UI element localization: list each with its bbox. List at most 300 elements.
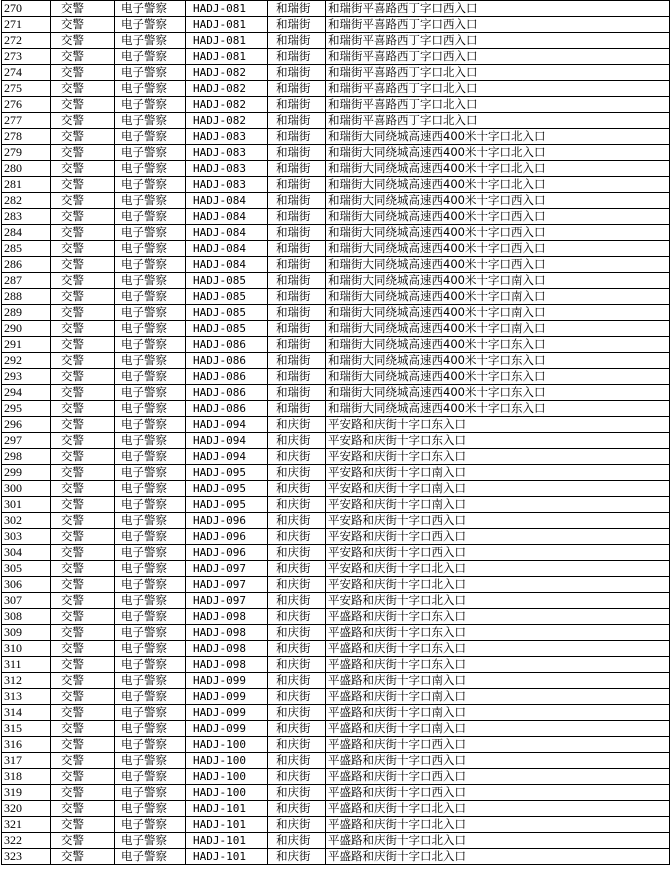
- cell-number: 305: [2, 561, 51, 577]
- cell-device-code: HADJ-096: [186, 529, 268, 545]
- cell-device-type: 电子警察: [115, 801, 186, 817]
- cell-number: 301: [2, 497, 51, 513]
- cell-location: 和瑞街大同绕城高速西400米十字口南入口: [326, 289, 670, 305]
- cell-device-code: HADJ-082: [186, 113, 268, 129]
- cell-road: 和庆街: [268, 801, 326, 817]
- cell-department: 交警: [51, 65, 115, 81]
- cell-device-type: 电子警察: [115, 465, 186, 481]
- cell-road: 和瑞街: [268, 385, 326, 401]
- table-row: [2, 97, 670, 113]
- cell-road: 和庆街: [268, 481, 326, 497]
- cell-department: 交警: [51, 737, 115, 753]
- cell-department: 交警: [51, 481, 115, 497]
- cell-number: 271: [2, 17, 51, 33]
- cell-device-code: HADJ-095: [186, 481, 268, 497]
- cell-device-type: 电子警察: [115, 113, 186, 129]
- cell-number: 314: [2, 705, 51, 721]
- cell-location: 平盛路和庆街十字口北入口: [326, 801, 670, 817]
- cell-department: 交警: [51, 529, 115, 545]
- cell-device-type: 电子警察: [115, 209, 186, 225]
- table-row: [2, 417, 670, 433]
- cell-device-type: 电子警察: [115, 289, 186, 305]
- cell-road: 和庆街: [268, 545, 326, 561]
- cell-location: 和瑞街平喜路西丁字口西入口: [326, 17, 670, 33]
- cell-department: 交警: [51, 641, 115, 657]
- table-row: [2, 209, 670, 225]
- cell-department: 交警: [51, 81, 115, 97]
- cell-device-code: HADJ-094: [186, 417, 268, 433]
- table-row: [2, 737, 670, 753]
- cell-device-type: 电子警察: [115, 321, 186, 337]
- cell-number: 272: [2, 33, 51, 49]
- table-row: [2, 193, 670, 209]
- cell-device-type: 电子警察: [115, 401, 186, 417]
- cell-device-type: 电子警察: [115, 81, 186, 97]
- table-row: [2, 129, 670, 145]
- cell-location: 和瑞街平喜路西丁字口西入口: [326, 49, 670, 65]
- cell-location: 平盛路和庆街十字口南入口: [326, 689, 670, 705]
- cell-location: 平安路和庆街十字口南入口: [326, 481, 670, 497]
- cell-department: 交警: [51, 609, 115, 625]
- cell-device-type: 电子警察: [115, 689, 186, 705]
- cell-device-code: HADJ-095: [186, 497, 268, 513]
- cell-number: 276: [2, 97, 51, 113]
- cell-department: 交警: [51, 1, 115, 17]
- cell-number: 279: [2, 145, 51, 161]
- table-row: [2, 465, 670, 481]
- cell-department: 交警: [51, 513, 115, 529]
- cell-number: 312: [2, 673, 51, 689]
- cell-device-type: 电子警察: [115, 673, 186, 689]
- cell-device-type: 电子警察: [115, 353, 186, 369]
- cell-department: 交警: [51, 49, 115, 65]
- cell-number: 322: [2, 833, 51, 849]
- cell-location: 平盛路和庆街十字口北入口: [326, 833, 670, 849]
- cell-number: 319: [2, 785, 51, 801]
- cell-location: 和瑞街大同绕城高速西400米十字口西入口: [326, 193, 670, 209]
- cell-device-code: HADJ-101: [186, 817, 268, 833]
- cell-number: 315: [2, 721, 51, 737]
- cell-device-type: 电子警察: [115, 785, 186, 801]
- cell-location: 平盛路和庆街十字口北入口: [326, 849, 670, 865]
- cell-location: 平盛路和庆街十字口北入口: [326, 817, 670, 833]
- cell-road: 和瑞街: [268, 193, 326, 209]
- cell-department: 交警: [51, 289, 115, 305]
- cell-department: 交警: [51, 561, 115, 577]
- cell-road: 和瑞街: [268, 257, 326, 273]
- cell-department: 交警: [51, 17, 115, 33]
- table-row: [2, 17, 670, 33]
- cell-road: 和庆街: [268, 657, 326, 673]
- cell-location: 和瑞街大同绕城高速西400米十字口南入口: [326, 321, 670, 337]
- cell-device-type: 电子警察: [115, 577, 186, 593]
- cell-device-type: 电子警察: [115, 337, 186, 353]
- cell-location: 和瑞街平喜路西丁字口西入口: [326, 33, 670, 49]
- cell-department: 交警: [51, 545, 115, 561]
- cell-road: 和庆街: [268, 465, 326, 481]
- cell-device-type: 电子警察: [115, 657, 186, 673]
- cell-number: 298: [2, 449, 51, 465]
- cell-device-code: HADJ-086: [186, 353, 268, 369]
- cell-department: 交警: [51, 385, 115, 401]
- table-row: [2, 593, 670, 609]
- cell-number: 316: [2, 737, 51, 753]
- cell-road: 和庆街: [268, 673, 326, 689]
- cell-number: 320: [2, 801, 51, 817]
- cell-road: 和瑞街: [268, 337, 326, 353]
- cell-department: 交警: [51, 449, 115, 465]
- cell-department: 交警: [51, 305, 115, 321]
- cell-department: 交警: [51, 193, 115, 209]
- cell-device-type: 电子警察: [115, 497, 186, 513]
- cell-road: 和瑞街: [268, 353, 326, 369]
- cell-device-code: HADJ-097: [186, 593, 268, 609]
- cell-department: 交警: [51, 145, 115, 161]
- cell-location: 和瑞街平喜路西丁字口北入口: [326, 81, 670, 97]
- cell-device-type: 电子警察: [115, 817, 186, 833]
- table-row: [2, 657, 670, 673]
- cell-department: 交警: [51, 273, 115, 289]
- cell-location: 平安路和庆街十字口北入口: [326, 561, 670, 577]
- cell-location: 平安路和庆街十字口西入口: [326, 529, 670, 545]
- cell-device-code: HADJ-084: [186, 209, 268, 225]
- cell-device-type: 电子警察: [115, 193, 186, 209]
- cell-number: 307: [2, 593, 51, 609]
- table-row: [2, 401, 670, 417]
- cell-device-type: 电子警察: [115, 721, 186, 737]
- table-row: [2, 257, 670, 273]
- cell-device-type: 电子警察: [115, 273, 186, 289]
- cell-department: 交警: [51, 433, 115, 449]
- cell-location: 和瑞街大同绕城高速西400米十字口西入口: [326, 257, 670, 273]
- cell-device-type: 电子警察: [115, 561, 186, 577]
- cell-department: 交警: [51, 241, 115, 257]
- cell-department: 交警: [51, 721, 115, 737]
- cell-road: 和瑞街: [268, 321, 326, 337]
- cell-device-code: HADJ-084: [186, 241, 268, 257]
- cell-device-type: 电子警察: [115, 609, 186, 625]
- cell-road: 和瑞街: [268, 97, 326, 113]
- cell-device-code: HADJ-082: [186, 65, 268, 81]
- table-row: [2, 321, 670, 337]
- cell-location: 平盛路和庆街十字口南入口: [326, 705, 670, 721]
- cell-department: 交警: [51, 705, 115, 721]
- cell-number: 295: [2, 401, 51, 417]
- cell-device-code: HADJ-083: [186, 177, 268, 193]
- cell-department: 交警: [51, 369, 115, 385]
- cell-location: 和瑞街大同绕城高速西400米十字口北入口: [326, 145, 670, 161]
- cell-device-code: HADJ-085: [186, 289, 268, 305]
- cell-location: 平盛路和庆街十字口南入口: [326, 721, 670, 737]
- table-row: [2, 849, 670, 865]
- cell-department: 交警: [51, 97, 115, 113]
- cell-device-code: HADJ-099: [186, 721, 268, 737]
- cell-device-type: 电子警察: [115, 417, 186, 433]
- cell-device-code: HADJ-084: [186, 193, 268, 209]
- cell-device-code: HADJ-095: [186, 465, 268, 481]
- cell-device-code: HADJ-084: [186, 225, 268, 241]
- cell-device-code: HADJ-082: [186, 97, 268, 113]
- cell-device-code: HADJ-099: [186, 689, 268, 705]
- cell-road: 和庆街: [268, 513, 326, 529]
- cell-device-code: HADJ-085: [186, 305, 268, 321]
- cell-location: 平盛路和庆街十字口西入口: [326, 737, 670, 753]
- cell-device-type: 电子警察: [115, 385, 186, 401]
- table-row: [2, 81, 670, 97]
- cell-location: 平安路和庆街十字口南入口: [326, 465, 670, 481]
- cell-device-code: HADJ-097: [186, 577, 268, 593]
- cell-number: 308: [2, 609, 51, 625]
- cell-number: 299: [2, 465, 51, 481]
- cell-department: 交警: [51, 593, 115, 609]
- table-row: [2, 721, 670, 737]
- table-row: [2, 305, 670, 321]
- table-row: [2, 33, 670, 49]
- cell-department: 交警: [51, 33, 115, 49]
- cell-number: 303: [2, 529, 51, 545]
- table-row: [2, 241, 670, 257]
- cell-road: 和瑞街: [268, 17, 326, 33]
- cell-road: 和瑞街: [268, 145, 326, 161]
- cell-device-type: 电子警察: [115, 257, 186, 273]
- cell-road: 和庆街: [268, 577, 326, 593]
- cell-road: 和庆街: [268, 849, 326, 865]
- table-row: [2, 273, 670, 289]
- cell-device-type: 电子警察: [115, 449, 186, 465]
- cell-road: 和瑞街: [268, 161, 326, 177]
- cell-device-type: 电子警察: [115, 1, 186, 17]
- table-row: [2, 561, 670, 577]
- cell-device-code: HADJ-098: [186, 609, 268, 625]
- cell-road: 和瑞街: [268, 305, 326, 321]
- cell-device-type: 电子警察: [115, 49, 186, 65]
- cell-department: 交警: [51, 401, 115, 417]
- cell-number: 323: [2, 849, 51, 865]
- cell-number: 304: [2, 545, 51, 561]
- cell-number: 285: [2, 241, 51, 257]
- cell-location: 平安路和庆街十字口西入口: [326, 545, 670, 561]
- cell-number: 293: [2, 369, 51, 385]
- cell-department: 交警: [51, 689, 115, 705]
- table-row: [2, 145, 670, 161]
- cell-device-code: HADJ-085: [186, 273, 268, 289]
- cell-road: 和庆街: [268, 641, 326, 657]
- table-row: [2, 753, 670, 769]
- cell-location: 平安路和庆街十字口南入口: [326, 497, 670, 513]
- cell-department: 交警: [51, 257, 115, 273]
- table-row: [2, 673, 670, 689]
- cell-number: 278: [2, 129, 51, 145]
- cell-road: 和瑞街: [268, 401, 326, 417]
- cell-number: 310: [2, 641, 51, 657]
- cell-department: 交警: [51, 225, 115, 241]
- cell-location: 和瑞街大同绕城高速西400米十字口东入口: [326, 337, 670, 353]
- cell-road: 和庆街: [268, 833, 326, 849]
- cell-device-type: 电子警察: [115, 65, 186, 81]
- cell-location: 和瑞街大同绕城高速西400米十字口东入口: [326, 369, 670, 385]
- cell-device-type: 电子警察: [115, 241, 186, 257]
- cell-device-code: HADJ-084: [186, 257, 268, 273]
- cell-number: 321: [2, 817, 51, 833]
- cell-device-code: HADJ-100: [186, 737, 268, 753]
- cell-road: 和瑞街: [268, 1, 326, 17]
- cell-road: 和瑞街: [268, 289, 326, 305]
- cell-location: 和瑞街大同绕城高速西400米十字口北入口: [326, 161, 670, 177]
- cell-location: 和瑞街大同绕城高速西400米十字口东入口: [326, 401, 670, 417]
- cell-number: 288: [2, 289, 51, 305]
- cell-device-code: HADJ-099: [186, 673, 268, 689]
- table-row: [2, 49, 670, 65]
- cell-road: 和庆街: [268, 417, 326, 433]
- cell-location: 和瑞街平喜路西丁字口西入口: [326, 1, 670, 17]
- table-row: [2, 481, 670, 497]
- cell-number: 289: [2, 305, 51, 321]
- cell-device-code: HADJ-098: [186, 657, 268, 673]
- cell-location: 和瑞街大同绕城高速西400米十字口北入口: [326, 177, 670, 193]
- cell-device-type: 电子警察: [115, 145, 186, 161]
- table-row: [2, 833, 670, 849]
- cell-department: 交警: [51, 673, 115, 689]
- cell-number: 284: [2, 225, 51, 241]
- cell-road: 和瑞街: [268, 209, 326, 225]
- cell-location: 平盛路和庆街十字口东入口: [326, 609, 670, 625]
- cell-device-type: 电子警察: [115, 625, 186, 641]
- table-row: [2, 385, 670, 401]
- cell-road: 和瑞街: [268, 129, 326, 145]
- cell-device-code: HADJ-082: [186, 81, 268, 97]
- cell-device-code: HADJ-085: [186, 321, 268, 337]
- cell-department: 交警: [51, 113, 115, 129]
- cell-number: 275: [2, 81, 51, 97]
- cell-number: 287: [2, 273, 51, 289]
- cell-location: 平盛路和庆街十字口西入口: [326, 769, 670, 785]
- table-row: [2, 1, 670, 17]
- cell-road: 和庆街: [268, 705, 326, 721]
- cell-number: 274: [2, 65, 51, 81]
- cell-road: 和庆街: [268, 785, 326, 801]
- table-row: [2, 705, 670, 721]
- cell-number: 283: [2, 209, 51, 225]
- cell-department: 交警: [51, 753, 115, 769]
- cell-road: 和瑞街: [268, 369, 326, 385]
- cell-location: 平盛路和庆街十字口东入口: [326, 657, 670, 673]
- cell-location: 和瑞街大同绕城高速西400米十字口西入口: [326, 225, 670, 241]
- cell-number: 317: [2, 753, 51, 769]
- cell-department: 交警: [51, 161, 115, 177]
- cell-road: 和瑞街: [268, 49, 326, 65]
- cell-device-type: 电子警察: [115, 161, 186, 177]
- cell-road: 和庆街: [268, 593, 326, 609]
- cell-number: 280: [2, 161, 51, 177]
- cell-device-type: 电子警察: [115, 369, 186, 385]
- cell-number: 292: [2, 353, 51, 369]
- cell-road: 和庆街: [268, 737, 326, 753]
- table-row: [2, 769, 670, 785]
- cell-location: 和瑞街平喜路西丁字口北入口: [326, 97, 670, 113]
- table-row: [2, 225, 670, 241]
- cell-department: 交警: [51, 817, 115, 833]
- cell-device-code: HADJ-083: [186, 161, 268, 177]
- cell-number: 291: [2, 337, 51, 353]
- table-row: [2, 801, 670, 817]
- cell-road: 和庆街: [268, 449, 326, 465]
- cell-device-code: HADJ-101: [186, 849, 268, 865]
- cell-department: 交警: [51, 849, 115, 865]
- cell-device-code: HADJ-081: [186, 1, 268, 17]
- table-row: [2, 609, 670, 625]
- cell-location: 平安路和庆街十字口东入口: [326, 417, 670, 433]
- cell-device-code: HADJ-100: [186, 753, 268, 769]
- cell-device-type: 电子警察: [115, 833, 186, 849]
- cell-department: 交警: [51, 801, 115, 817]
- cell-road: 和瑞街: [268, 273, 326, 289]
- cell-road: 和庆街: [268, 561, 326, 577]
- cell-road: 和瑞街: [268, 177, 326, 193]
- table-row: [2, 689, 670, 705]
- cell-department: 交警: [51, 209, 115, 225]
- cell-location: 平盛路和庆街十字口西入口: [326, 753, 670, 769]
- cell-device-type: 电子警察: [115, 97, 186, 113]
- cell-device-type: 电子警察: [115, 433, 186, 449]
- cell-device-code: HADJ-099: [186, 705, 268, 721]
- cell-number: 306: [2, 577, 51, 593]
- table-row: [2, 545, 670, 561]
- cell-location: 平盛路和庆街十字口东入口: [326, 625, 670, 641]
- cell-location: 平盛路和庆街十字口南入口: [326, 673, 670, 689]
- cell-road: 和庆街: [268, 497, 326, 513]
- cell-location: 平安路和庆街十字口北入口: [326, 593, 670, 609]
- table-row: [2, 625, 670, 641]
- table-row: [2, 433, 670, 449]
- cell-road: 和庆街: [268, 433, 326, 449]
- cell-number: 302: [2, 513, 51, 529]
- cell-department: 交警: [51, 785, 115, 801]
- cell-road: 和庆街: [268, 753, 326, 769]
- cell-department: 交警: [51, 497, 115, 513]
- cell-device-code: HADJ-100: [186, 785, 268, 801]
- cell-device-code: HADJ-081: [186, 49, 268, 65]
- cell-device-code: HADJ-081: [186, 17, 268, 33]
- cell-number: 282: [2, 193, 51, 209]
- cell-number: 313: [2, 689, 51, 705]
- cell-number: 297: [2, 433, 51, 449]
- cell-number: 296: [2, 417, 51, 433]
- cell-location: 和瑞街大同绕城高速西400米十字口东入口: [326, 385, 670, 401]
- table-row: [2, 65, 670, 81]
- cell-department: 交警: [51, 417, 115, 433]
- cell-number: 281: [2, 177, 51, 193]
- cell-device-code: HADJ-098: [186, 641, 268, 657]
- cell-location: 和瑞街大同绕城高速西400米十字口北入口: [326, 129, 670, 145]
- table-row: [2, 177, 670, 193]
- spreadsheet-sheet: [1, 0, 669, 865]
- cell-road: 和庆街: [268, 769, 326, 785]
- cell-device-code: HADJ-094: [186, 433, 268, 449]
- cell-device-code: HADJ-081: [186, 33, 268, 49]
- cell-device-code: HADJ-101: [186, 801, 268, 817]
- cell-device-code: HADJ-096: [186, 545, 268, 561]
- cell-department: 交警: [51, 657, 115, 673]
- cell-device-code: HADJ-086: [186, 369, 268, 385]
- cell-location: 和瑞街平喜路西丁字口北入口: [326, 113, 670, 129]
- cell-device-type: 电子警察: [115, 513, 186, 529]
- cell-road: 和庆街: [268, 529, 326, 545]
- table-row: [2, 353, 670, 369]
- cell-road: 和瑞街: [268, 65, 326, 81]
- cell-department: 交警: [51, 129, 115, 145]
- cell-location: 平盛路和庆街十字口东入口: [326, 641, 670, 657]
- camera-list-table: [1, 0, 670, 865]
